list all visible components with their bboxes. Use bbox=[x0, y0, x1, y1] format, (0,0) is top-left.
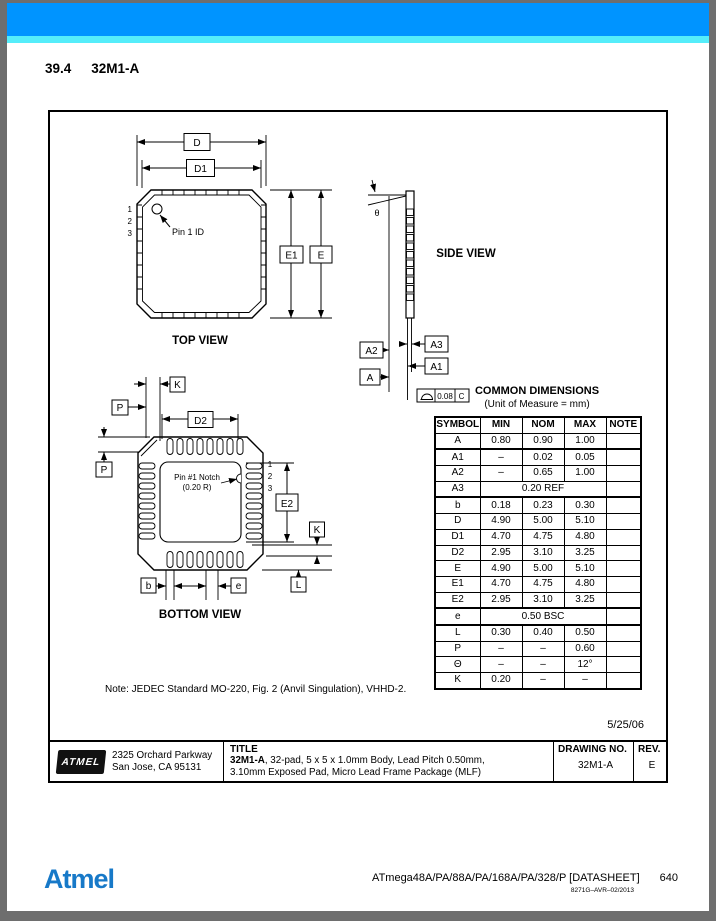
dim-row-K bbox=[435, 673, 641, 689]
max-cell: 3.25 bbox=[564, 545, 606, 561]
max-cell: 0.05 bbox=[564, 449, 606, 465]
min-cell: 0.20 bbox=[480, 673, 522, 689]
note-cell bbox=[606, 466, 641, 482]
max-cell: 1.00 bbox=[564, 466, 606, 482]
dim-label-P-top: P bbox=[116, 403, 124, 414]
note-cell bbox=[606, 561, 641, 577]
dim-row-A2 bbox=[435, 466, 641, 482]
note-cell bbox=[606, 592, 641, 608]
dim-row-A bbox=[435, 433, 641, 449]
dim-label-E: E bbox=[317, 250, 325, 262]
header-min: MIN bbox=[480, 417, 522, 433]
address-line-2: San Jose, CA 95131 bbox=[112, 761, 202, 773]
nom-cell: 4.75 bbox=[522, 576, 564, 592]
section-title: 32M1-A bbox=[91, 61, 140, 76]
dim-label-D: D bbox=[193, 138, 201, 149]
note-cell bbox=[606, 481, 641, 497]
nom-cell: 0.02 bbox=[522, 449, 564, 465]
title-label: TITLE bbox=[230, 744, 258, 755]
dim-label-A: A bbox=[366, 373, 374, 384]
nom-cell: 5.00 bbox=[522, 514, 564, 530]
address-line-1: 2325 Orchard Parkway bbox=[112, 749, 213, 761]
dim-row-L bbox=[435, 625, 641, 641]
top-blue-bar bbox=[7, 3, 709, 36]
pin1-notch-label: Pin #1 Notch bbox=[174, 473, 220, 482]
package-drawing-frame bbox=[48, 110, 668, 783]
min-cell: – bbox=[480, 657, 522, 673]
symbol-cell: A2 bbox=[435, 466, 480, 482]
jedec-note: Note: JEDEC Standard MO-220, Fig. 2 (Anvil Singulation), VHHD-2. bbox=[105, 684, 407, 695]
symbol-cell: E2 bbox=[435, 592, 480, 608]
note-cell bbox=[606, 497, 641, 513]
dim-row-D2 bbox=[435, 545, 641, 561]
note-cell bbox=[606, 514, 641, 530]
dim-row-A1 bbox=[435, 449, 641, 465]
note-cell bbox=[606, 657, 641, 673]
symbol-cell: b bbox=[435, 497, 480, 513]
min-cell: 2.95 bbox=[480, 545, 522, 561]
common-dimensions-table bbox=[434, 416, 642, 690]
min-cell: – bbox=[480, 449, 522, 465]
symbol-cell: Θ bbox=[435, 657, 480, 673]
dim-label-E1: E1 bbox=[285, 250, 298, 262]
span-cell: 0.50 BSC bbox=[480, 608, 606, 625]
common-dimensions-subtitle: (Unit of Measure = mm) bbox=[484, 399, 590, 410]
title-block bbox=[50, 740, 666, 781]
span-cell: 0.20 REF bbox=[480, 481, 606, 497]
bottom-pin-number-3: 3 bbox=[267, 484, 273, 493]
symbol-cell: D1 bbox=[435, 529, 480, 545]
dim-label-A3: A3 bbox=[430, 340, 443, 351]
note-cell bbox=[606, 625, 641, 641]
min-cell: 4.70 bbox=[480, 529, 522, 545]
side-view-title: SIDE VIEW bbox=[436, 248, 496, 260]
dim-row-E1 bbox=[435, 576, 641, 592]
header-max: MAX bbox=[564, 417, 606, 433]
symbol-cell: A bbox=[435, 433, 480, 449]
top-pin-number-2: 2 bbox=[127, 217, 132, 226]
dim-row-A3 bbox=[435, 481, 641, 497]
atmel-logo-footer: Atmel bbox=[44, 864, 115, 894]
max-cell: 0.50 bbox=[564, 625, 606, 641]
dim-label-b: b bbox=[145, 581, 152, 592]
title-block-company-cell bbox=[50, 742, 223, 781]
section-number: 39.4 bbox=[45, 61, 72, 76]
dim-row-E2 bbox=[435, 592, 641, 608]
symbol-cell: A1 bbox=[435, 449, 480, 465]
note-cell bbox=[606, 673, 641, 689]
dim-label-P-left: P bbox=[100, 465, 108, 476]
rev-value: E bbox=[648, 760, 656, 771]
nom-cell: 3.10 bbox=[522, 545, 564, 561]
package-title-line-1 bbox=[230, 755, 553, 767]
nom-cell: 0.23 bbox=[522, 497, 564, 513]
bottom-view-group bbox=[96, 377, 332, 600]
common-dimensions-header bbox=[434, 385, 640, 411]
nom-cell: 0.40 bbox=[522, 625, 564, 641]
dim-row-theta bbox=[435, 657, 641, 673]
nom-cell: 0.65 bbox=[522, 466, 564, 482]
max-cell: 0.60 bbox=[564, 641, 606, 657]
symbol-cell: E1 bbox=[435, 576, 480, 592]
max-cell: 5.10 bbox=[564, 514, 606, 530]
rev-label: REV. bbox=[638, 744, 661, 755]
symbol-cell: P bbox=[435, 641, 480, 657]
table-header-row bbox=[435, 417, 641, 433]
title-block-rev-cell bbox=[633, 742, 666, 781]
max-cell: 12° bbox=[564, 657, 606, 673]
min-cell: 4.90 bbox=[480, 514, 522, 530]
max-cell: 1.00 bbox=[564, 433, 606, 449]
tolerance-datum: C bbox=[458, 392, 465, 401]
min-cell: – bbox=[480, 641, 522, 657]
symbol-cell: D bbox=[435, 514, 480, 530]
dim-label-A2: A2 bbox=[365, 346, 378, 357]
page-number: 640 bbox=[659, 872, 678, 884]
b-e-extension-lines bbox=[166, 570, 218, 600]
theta-symbol: θ bbox=[374, 208, 380, 218]
document-code: 8271G–AVR–02/2013 bbox=[570, 887, 634, 894]
top-pin-number-3: 3 bbox=[127, 229, 132, 238]
min-cell: – bbox=[480, 466, 522, 482]
min-cell: 4.90 bbox=[480, 561, 522, 577]
note-cell bbox=[606, 529, 641, 545]
dim-label-e: e bbox=[235, 581, 242, 592]
page-footer bbox=[372, 872, 678, 894]
min-cell: 0.80 bbox=[480, 433, 522, 449]
max-cell: 0.30 bbox=[564, 497, 606, 513]
top-view-group bbox=[137, 134, 332, 319]
symbol-cell: e bbox=[435, 608, 480, 625]
atmel-logo-mark: ATMEL bbox=[56, 750, 107, 774]
pin1-notch-radius: (0.20 R) bbox=[182, 483, 212, 492]
note-cell bbox=[606, 608, 641, 625]
note-cell bbox=[606, 576, 641, 592]
title-block-drawing-no-cell bbox=[553, 742, 633, 781]
bottom-pin-number-1: 1 bbox=[267, 460, 273, 469]
dim-label-D2: D2 bbox=[194, 416, 207, 427]
min-cell: 4.70 bbox=[480, 576, 522, 592]
nom-cell: 5.00 bbox=[522, 561, 564, 577]
dim-row-D1 bbox=[435, 529, 641, 545]
min-cell: 2.95 bbox=[480, 592, 522, 608]
max-cell: 3.25 bbox=[564, 592, 606, 608]
dim-label-A1: A1 bbox=[430, 362, 443, 373]
top-pin-number-1: 1 bbox=[127, 205, 132, 214]
K-right-extension-lines bbox=[252, 545, 332, 556]
symbol-cell: A3 bbox=[435, 481, 480, 497]
dim-row-e bbox=[435, 608, 641, 625]
note-cell bbox=[606, 641, 641, 657]
company-address bbox=[112, 750, 212, 774]
dim-label-L: L bbox=[295, 580, 302, 591]
drawing-date: 5/25/06 bbox=[607, 719, 644, 731]
pin1-id-circle bbox=[152, 204, 162, 214]
section-heading bbox=[45, 61, 139, 76]
max-cell: 4.80 bbox=[564, 529, 606, 545]
dim-row-b bbox=[435, 497, 641, 513]
package-title-line-2: 3.10mm Exposed Pad, Micro Lead Frame Package (MLF) bbox=[230, 766, 482, 778]
bottom-pin-number-2: 2 bbox=[267, 472, 273, 481]
nom-cell: 3.10 bbox=[522, 592, 564, 608]
min-cell: 0.18 bbox=[480, 497, 522, 513]
nom-cell: – bbox=[522, 641, 564, 657]
dim-label-K-top: K bbox=[174, 380, 181, 391]
max-cell: 4.80 bbox=[564, 576, 606, 592]
dim-label-K-right: K bbox=[313, 525, 321, 536]
nom-cell: – bbox=[522, 657, 564, 673]
note-cell bbox=[606, 449, 641, 465]
symbol-cell: L bbox=[435, 625, 480, 641]
package-outline-side bbox=[406, 191, 414, 318]
package-code-bold: 32M1-A bbox=[230, 755, 265, 766]
dim-label-D1: D1 bbox=[194, 164, 207, 175]
header-note: NOTE bbox=[606, 417, 641, 433]
tolerance-value: 0.08 bbox=[437, 392, 453, 401]
drawing-no-value: 32M1-A bbox=[577, 760, 613, 771]
note-cell bbox=[606, 433, 641, 449]
dim-row-D bbox=[435, 514, 641, 530]
theta-angle-lines bbox=[368, 195, 406, 205]
symbol-cell: K bbox=[435, 673, 480, 689]
top-view-title: TOP VIEW bbox=[172, 335, 228, 347]
title-block-title-cell bbox=[223, 742, 553, 781]
bottom-view-title: BOTTOM VIEW bbox=[158, 609, 242, 621]
max-cell: – bbox=[564, 673, 606, 689]
theta-arrow bbox=[372, 180, 375, 192]
pin1-id-label: Pin 1 ID bbox=[172, 227, 205, 237]
header-nom: NOM bbox=[522, 417, 564, 433]
drawing-no-label: DRAWING NO. bbox=[558, 744, 627, 755]
footer-document-title: ATmega48A/PA/88A/PA/168A/PA/328/P [DATASHEET] bbox=[372, 872, 640, 884]
min-cell: 0.30 bbox=[480, 625, 522, 641]
nom-cell: – bbox=[522, 673, 564, 689]
header-symbol: SYMBOL bbox=[435, 417, 480, 433]
top-cyan-strip bbox=[7, 36, 709, 43]
package-title-rest: , 32-pad, 5 x 5 x 1.0mm Body, Lead Pitch 0.50mm, bbox=[264, 755, 485, 766]
nom-cell: 4.75 bbox=[522, 529, 564, 545]
dim-label-E2: E2 bbox=[280, 499, 294, 510]
max-cell: 5.10 bbox=[564, 561, 606, 577]
common-dimensions-title: COMMON DIMENSIONS bbox=[474, 385, 600, 397]
bottom-topleft-extension-lines bbox=[146, 377, 160, 441]
symbol-cell: D2 bbox=[435, 545, 480, 561]
nom-cell: 0.90 bbox=[522, 433, 564, 449]
dim-row-E bbox=[435, 561, 641, 577]
dim-row-P bbox=[435, 641, 641, 657]
symbol-cell: E bbox=[435, 561, 480, 577]
note-cell bbox=[606, 545, 641, 561]
